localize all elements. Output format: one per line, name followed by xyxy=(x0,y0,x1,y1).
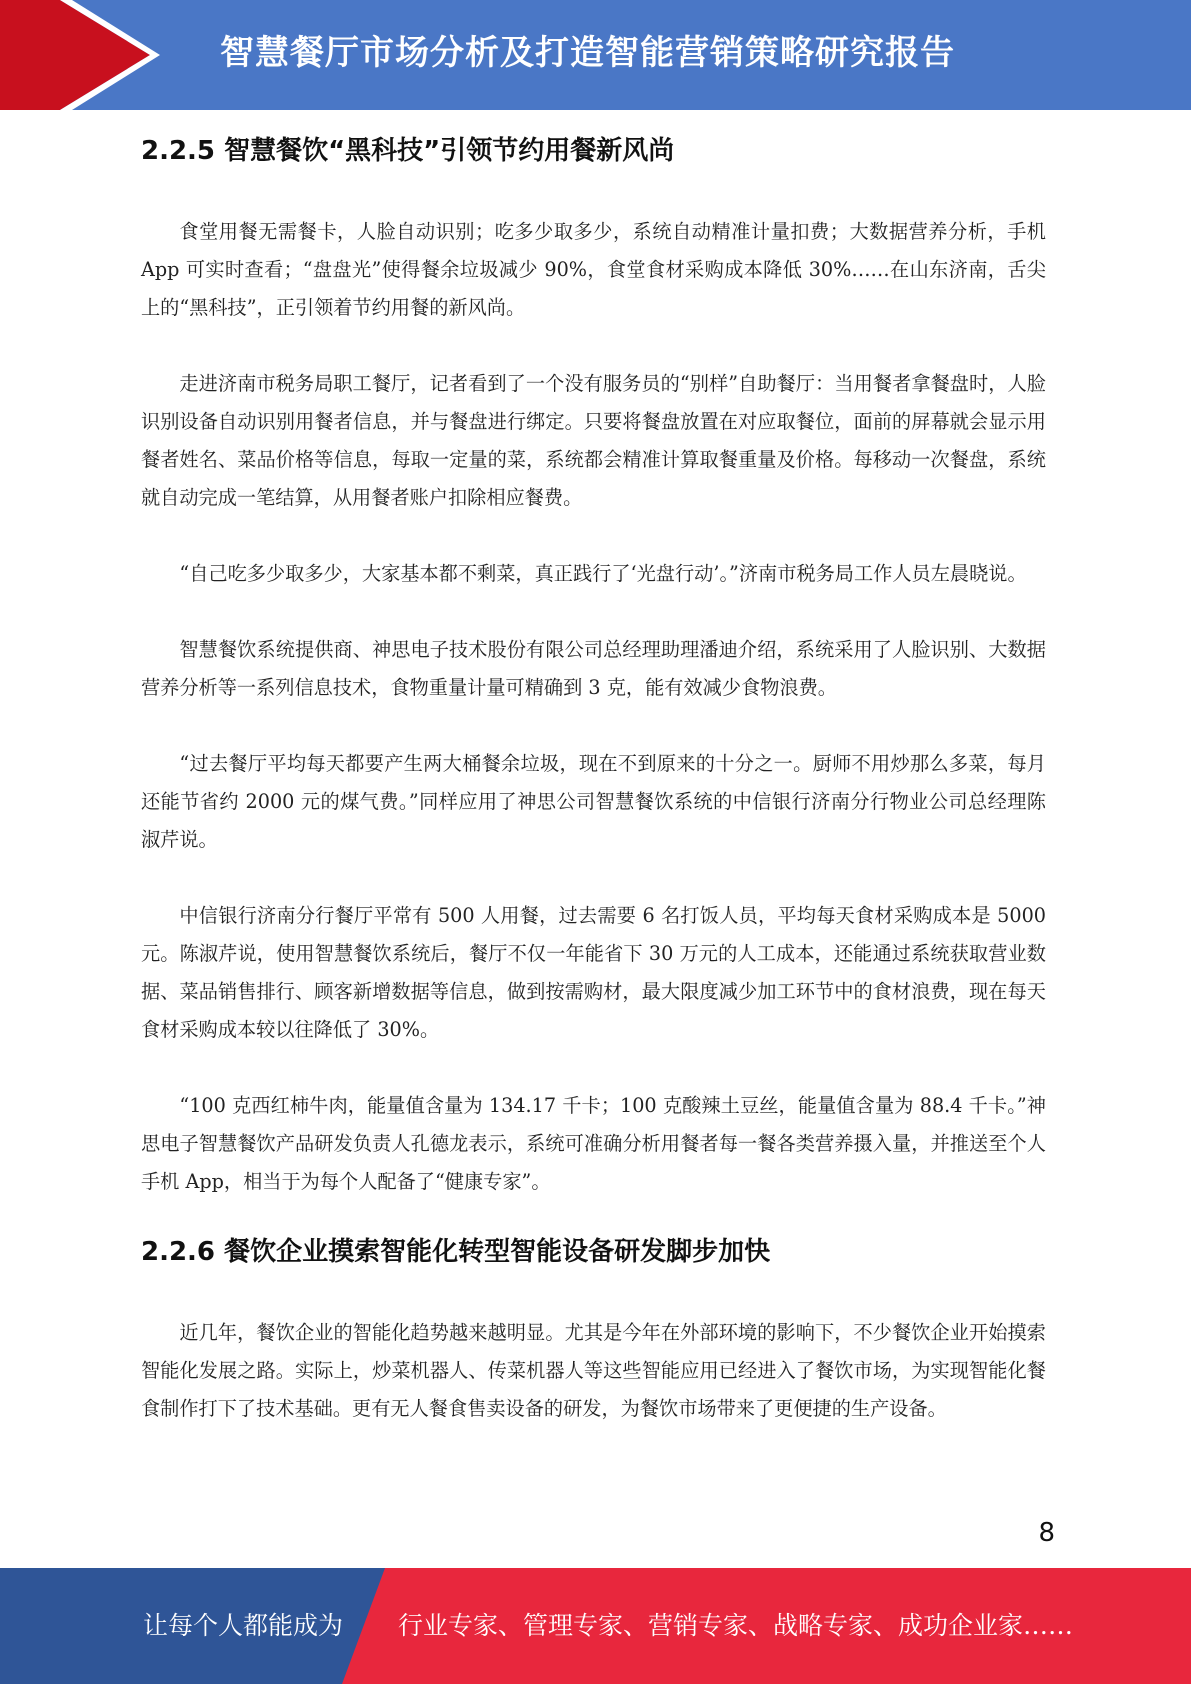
paragraph: 中信银行济南分行餐厅平常有 500 人用餐，过去需要 6 名打饭人员，平均每天食材采购成本是 5000 元。陈淑芹说，使用智慧餐饮系统后，餐厅不仅一年能省下 30 万元的人工成本，还能通过系统获取营业数据、菜品销售排行、顾客新增数据等信息，做到按需购材，最大限度减少加工环节中的食材浪费，现在每天食材采购成本较以往降低了 30%。 xyxy=(141,904,1046,1041)
paragraph: 食堂用餐无需餐卡，人脸自动识别；吃多少取多少，系统自动精准计量扣费；大数据营养分析，手机 App 可实时查看；“盘盘光”使得餐余垃圾减少 90%，食堂食材采购成本降低 30%……在山东济南，舌尖上的“黑科技”，正引领着节约用餐的新风尚。 xyxy=(141,220,1046,319)
paragraph: “100 克西红柿牛肉，能量值含量为 134.17 千卡；100 克酸辣土豆丝，能量值含量为 88.4 千卡。”神思电子智慧餐饮产品研发负责人孔德龙表示，系统可准确分析用餐者每一餐各类营养摄入量，并推送至个人手机 App，相当于为每个人配备了“健康专家”。 xyxy=(141,1094,1046,1193)
section-heading-2-2-6: 2.2.6 餐饮企业摸索智能化转型智能设备研发脚步加快 xyxy=(141,1237,771,1267)
page-content xyxy=(141,110,1046,1428)
footer-slogan-right: 行业专家、管理专家、营销专家、战略专家、成功企业家…… xyxy=(398,1611,1074,1640)
page-header xyxy=(0,0,1191,110)
page-footer xyxy=(0,1568,1191,1684)
section-heading-2-2-5: 2.2.5 智慧餐饮“黑科技”引领节约用餐新风尚 xyxy=(141,136,675,166)
paragraph: 近几年，餐饮企业的智能化趋势越来越明显。尤其是今年在外部环境的影响下，不少餐饮企业开始摸索智能化发展之路。实际上，炒菜机器人、传菜机器人等这些智能应用已经进入了餐饮市场，为实现智能化餐食制作打下了技术基础。更有无人餐食售卖设备的研发，为餐饮市场带来了更便捷的生产设备。 xyxy=(141,1321,1046,1420)
paragraph: 智慧餐饮系统提供商、神思电子技术股份有限公司总经理助理潘迪介绍，系统采用了人脸识别、大数据营养分析等一系列信息技术，食物重量计量可精确到 3 克，能有效减少食物浪费。 xyxy=(141,638,1046,699)
paragraph: “自己吃多少取多少，大家基本都不剩菜，真正践行了‘光盘行动’。”济南市税务局工作人员左晨晓说。 xyxy=(179,562,1027,585)
paragraph: “过去餐厅平均每天都要产生两大桶餐余垃圾，现在不到原来的十分之一。厨师不用炒那么多菜，每月还能节省约 2000 元的煤气费。”同样应用了神思公司智慧餐饮系统的中信银行济南分行物业公司总经理陈淑芹说。 xyxy=(141,752,1046,851)
header-arrow-decoration xyxy=(0,0,160,110)
report-title: 智慧餐厅市场分析及打造智能营销策略研究报告 xyxy=(220,33,955,73)
page-number: 8 xyxy=(1038,1518,1055,1548)
paragraph: 走进济南市税务局职工餐厅，记者看到了一个没有服务员的“别样”自助餐厅：当用餐者拿餐盘时，人脸识别设备自动识别用餐者信息，并与餐盘进行绑定。只要将餐盘放置在对应取餐位，面前的屏幕就会显示用餐者姓名、菜品价格等信息，每取一定量的菜，系统都会精准计算取餐重量及价格。每移动一次餐盘，系统就自动完成一笔结算，从用餐者账户扣除相应餐费。 xyxy=(141,372,1046,509)
footer-slogan-left: 让每个人都能成为 xyxy=(143,1611,344,1640)
